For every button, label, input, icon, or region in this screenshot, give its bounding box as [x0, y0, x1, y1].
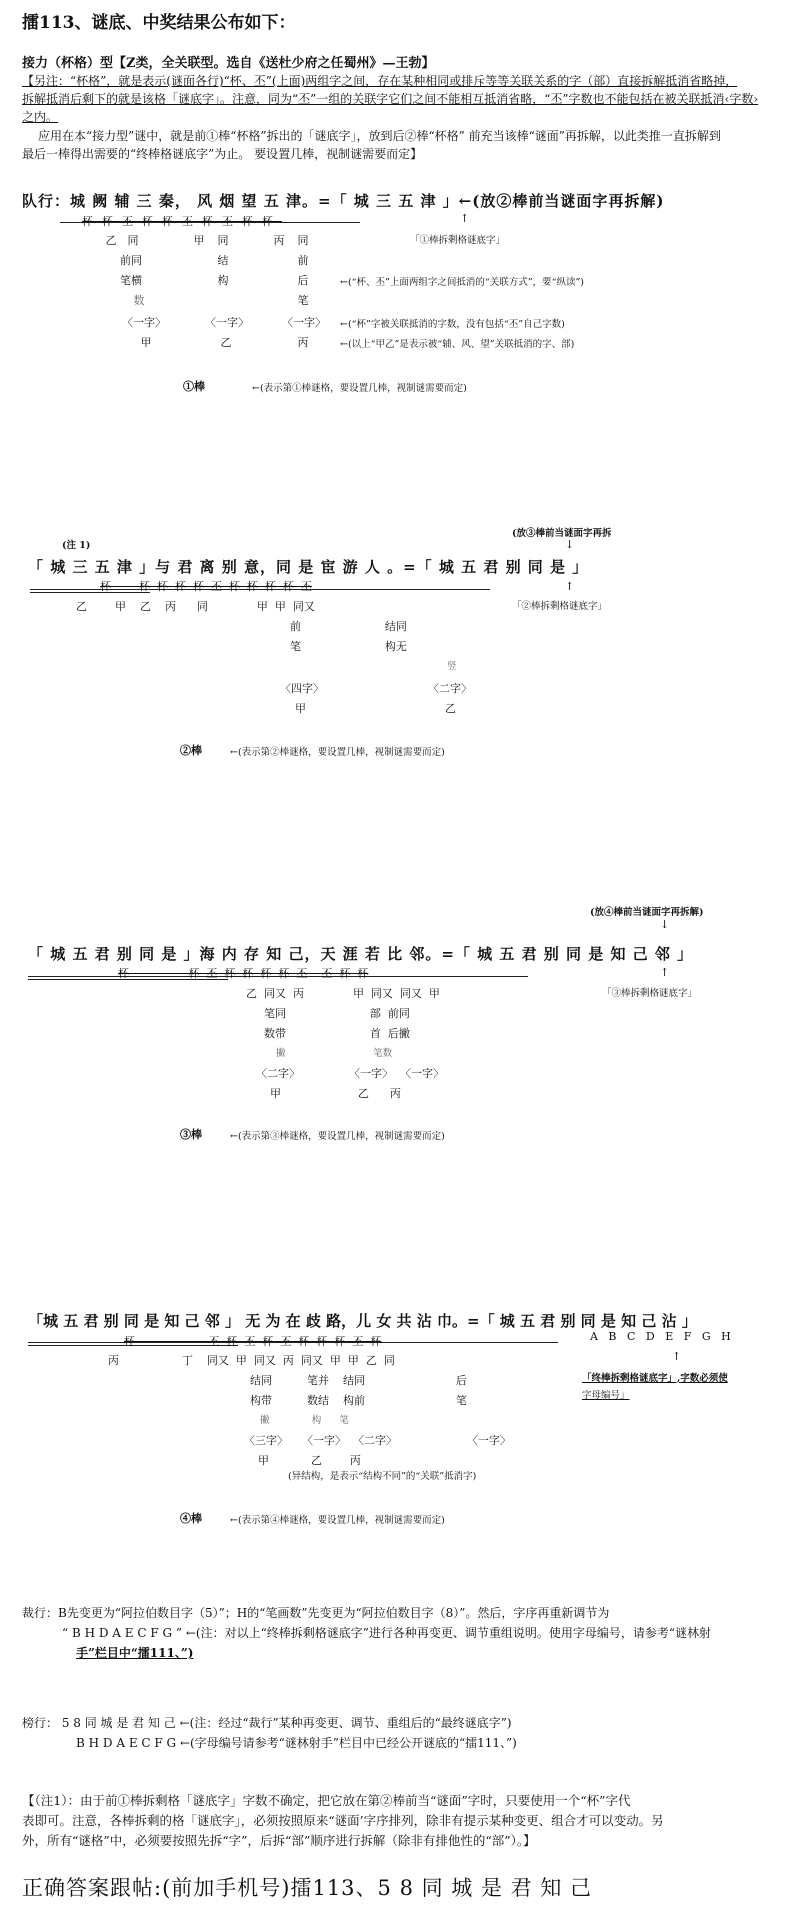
s1-cell: 同 — [127, 234, 139, 247]
s1-cell: 笔横 — [120, 274, 142, 287]
s1-cell: 结 — [217, 254, 229, 267]
note-line-a: 【另注：“杯格”，就是表示(谜面各行)“杯、丕”(上面)两组字之间，存在某种相同或排斥等等关联关系的字（部）直接拆解抵消省略掉， — [22, 74, 738, 88]
s2-result-b: 乙 — [445, 702, 456, 715]
s4-row-7: (异结构，是表示“结构不同”的“关联”抵消字) — [288, 1471, 477, 1482]
cai-line-2: “ B H D A E C F G ” ←(注：对以上“终棒拆剩格谜底字”进行各种再变更、调节重组说明。使用字母编号，请参考“谜林射 — [62, 1626, 711, 1640]
s1-cell: 前 — [297, 254, 309, 267]
s2-arrow-up: ↑ — [565, 580, 575, 593]
s1-note-4: ←(以上“甲乙”是表示被“辅、风、望”关联抵消的字、部) — [340, 339, 575, 350]
s2-count-b: 〈二字〉 — [428, 682, 472, 695]
s4-row-4: 撇 构 笔 — [260, 1415, 349, 1426]
s1-cell: 甲 — [140, 336, 152, 349]
s3-marks: 杯 杯 丕 杯 杯 杯 杯 丕 丕 杯 杯 — [118, 967, 369, 980]
s3-row-1: 乙 同又 丙 甲 同又 同又 甲 — [246, 987, 440, 1000]
s1-cell: 构 — [217, 274, 229, 287]
s1-label-note: ←(表示第①棒谜格，要设置几棒，视制谜需要而定) — [252, 383, 467, 394]
s1-count: 〈一字〉 — [205, 316, 249, 329]
s2-arrow-down: ↓ — [565, 538, 575, 551]
s4-row-1: 丙 丁 同又 甲 同又 丙 同又 甲 甲 乙 同 — [108, 1354, 395, 1367]
s1-note-1: 「①棒拆剩格谜底字」 — [410, 235, 506, 246]
s4-letters: A B C D E F G H — [590, 1330, 731, 1343]
s1-cell: 后 — [297, 274, 309, 287]
s4-note-2: 字母编号」 — [582, 1390, 630, 1401]
s2-count-a: 〈四字〉 — [280, 682, 324, 695]
type-line: 接力（杯格）型【Z类，全关联型。选自《送杜少府之任蜀州》—王勃】 — [22, 56, 435, 71]
s3-arrow-down: ↓ — [660, 918, 670, 931]
s3-row-3: 数带 首 后撇 — [264, 1027, 410, 1040]
s1-cell: 丙 — [297, 336, 309, 349]
s3-arrow-up: ↑ — [660, 966, 670, 979]
s3-row-5: 〈二字〉 〈一字〉 〈一字〉 — [256, 1067, 444, 1080]
s1-cell: 前同 — [120, 254, 142, 267]
footnote-line-3: 外，所有“谜格”中，必须要按照先拆“字”，后拆“部”顺序进行拆解（除非有排他性的“部”）。】 — [22, 1833, 536, 1848]
bang-line-2: B H D A E C F G ←(字母编号请参考“谜林射手”栏目中已经公开谜底的“擂111、”) — [76, 1736, 517, 1750]
s2-label: ②棒 — [180, 744, 202, 757]
s3-row-4: 撇 笔数 — [276, 1048, 393, 1059]
s2-result-a: 甲 — [295, 702, 306, 715]
apply-line-a: 应用在本“接力型”谜中，就是前①棒“杯格”拆出的「谜底字」，放到后②棒“杯格” 前充当该棒“谜面”再拆解，以此类推一直拆解到 — [38, 129, 721, 143]
s2-label-note: ←(表示第②棒谜格，要设置几棒，视制谜需要而定) — [230, 747, 445, 758]
footnote-line-1: 【（注1）：由于前①棒拆剩格「谜底字」字数不确定，把它放在第②棒前当“谜面”字时，只要使用一个“杯”字代 — [22, 1793, 631, 1808]
s4-row-2: 结同 笔并 结同 后 — [250, 1374, 467, 1387]
s2-top-note: (放③棒前当谜面字再拆 — [512, 528, 612, 539]
s3-label: ③棒 — [180, 1128, 202, 1141]
s2-main-line: 「 城 三 五 津 」与 君 离 别 意，同 是 宦 游 人 。=「 城 五 君 别 同 是 」 — [28, 558, 589, 576]
s1-cell: 笔 — [297, 294, 309, 307]
s2-marks: 杯 杯 杯 杯 杯 丕 杯 杯 杯 杯 丕 — [100, 580, 312, 593]
s3-row-2: 笔同 部 前同 — [264, 1007, 410, 1020]
s3-main-line: 「 城 五 君 别 同 是 」海 内 存 知 己，天 涯 若 比 邻。=「 城 五 君 别 同 是 知 己 邻 」 — [28, 945, 694, 963]
s1-note-2: ←(“杯、丕”上面两组字之间抵消的“关联方式”，要“纵读”) — [340, 277, 585, 288]
s2-note-tag: (注 1) — [62, 540, 91, 551]
s4-marks: 杯 丕 杯 丕 杯 丕 杯 杯 杯 丕 杯 — [124, 1335, 382, 1348]
s4-row-5: 〈三字〉 〈一字〉 〈二字〉 〈一字〉 — [244, 1434, 511, 1447]
s4-row-3: 构带 数结 构前 笔 — [250, 1394, 467, 1407]
s4-arrow-up: ↑ — [672, 1350, 682, 1363]
s1-cell: 同 — [217, 234, 229, 247]
s1-count: 〈一字〉 — [122, 316, 166, 329]
s2-row-4: 竖 — [447, 661, 457, 672]
s3-row-6: 甲 乙 丙 — [270, 1087, 401, 1100]
s1-marks: 杯杯丕杯杯丕杯丕杯杯 — [82, 215, 282, 228]
footnote-line-2: 表即可。注意，各棒拆剩的格「谜底字」，必须按照原来“谜面’字序排列，除非有提示某种变更、组合才可以变动。另 — [22, 1813, 664, 1828]
s4-note-1: 「终棒拆剩格谜底字」,字数必须使 — [582, 1373, 728, 1384]
cai-line-1: 裁行：B先变更为“阿拉伯数目字（5）”；H的“笔画数”先变更为“阿拉伯数目字（8）”。然后，字序再重新调节为 — [22, 1606, 610, 1620]
s1-cell: 数 — [133, 294, 145, 307]
apply-line-b: 最后一棒得出需要的“终棒格谜底字”为止。 要设置几棒，视制谜需要而定】 — [22, 147, 423, 161]
cai-line-3: 手”栏目中“擂111、”) — [76, 1646, 194, 1660]
s1-cell: 丙 — [273, 234, 285, 247]
s1-cell: 同 — [297, 234, 309, 247]
s3-top-note: (放④棒前当谜面字再拆解) — [590, 907, 704, 918]
s1-arrow-up: ↑ — [460, 212, 470, 225]
bang-line-1: 榜行： 5 8 同 城 是 君 知 己 ←(注：经过“裁行”某种再变更、调节、重组后的“最终谜底字”) — [22, 1716, 512, 1730]
page-title: 擂113、谜底、中奖结果公布如下： — [22, 13, 296, 33]
note-line-b: 拆解抵消后剩下的就是该格「谜底字」。注意，同为“丕”一组的关联字它们之间不能相互抵消省略，“丕”字数也不能包括在被关联抵消‹字数› — [22, 92, 759, 106]
s4-label: ④棒 — [180, 1512, 202, 1525]
s2-note-1: 「②棒拆剩格谜底字」 — [512, 601, 608, 612]
s4-row-6: 甲 乙 丙 — [258, 1454, 361, 1467]
s1-note-3: ←(“杯”字被关联抵消的字数，没有包括“丕”自己字数) — [340, 319, 565, 330]
s2-row-1: 乙 甲 乙 丙 同 甲 甲 同又 — [76, 600, 315, 613]
s2-row-3: 笔 构无 — [290, 640, 407, 653]
note-line-c: 之内。 — [22, 110, 59, 124]
s2-row-2: 前 结同 — [290, 620, 407, 633]
s1-main-line: 队行：城 阙 辅 三 秦， 风 烟 望 五 津。=「 城 三 五 津 」←(放②棒前当谜面字再拆解) — [22, 192, 665, 210]
final-answer: 正确答案跟帖:(前加手机号)擂113、5 8 同 城 是 君 知 己 — [22, 1876, 592, 1900]
s1-cell: 乙 — [105, 234, 117, 247]
s1-count: 〈一字〉 — [282, 316, 326, 329]
s3-label-note: ←(表示第③棒谜格，要设置几棒，视制谜需要而定) — [230, 1131, 445, 1142]
s1-cell: 甲 — [193, 234, 205, 247]
s1-cell: 乙 — [220, 336, 232, 349]
s4-label-note: ←(表示第④棒谜格，要设置几棒，视制谜需要而定) — [230, 1515, 445, 1526]
s1-label: ①棒 — [183, 380, 205, 393]
s4-main-line: 「城 五 君 别 同 是 知 己 邻 」 无 为 在 歧 路，儿 女 共 沾 巾。=「 城 五 君 别 同 是 知 己 沾 」 — [28, 1312, 697, 1330]
s3-note-1: 「③棒拆剩格谜底字」 — [602, 988, 698, 999]
